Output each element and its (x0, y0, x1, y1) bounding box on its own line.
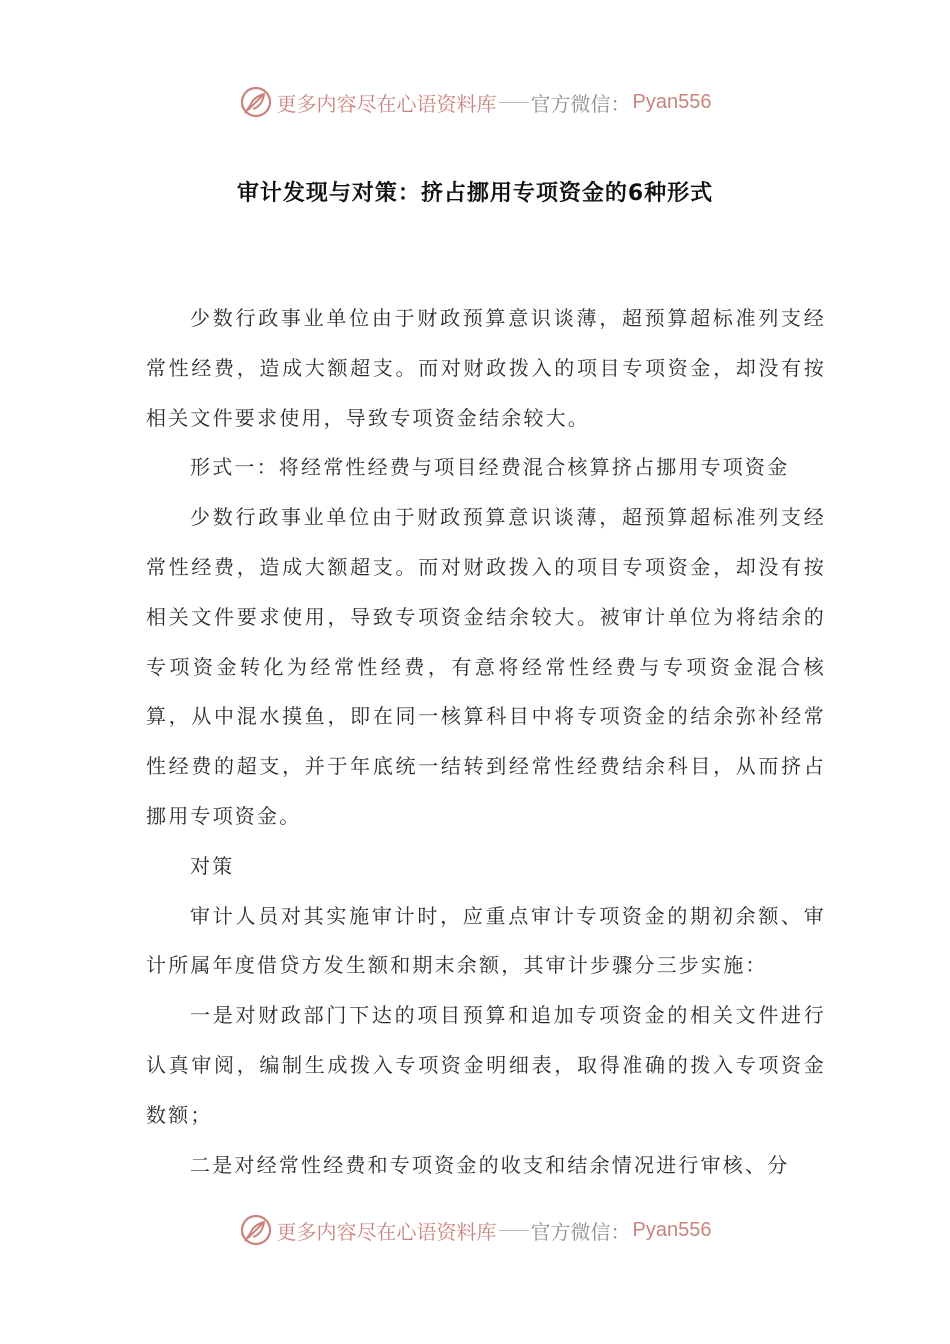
watermark-brand: 更多内容尽在心语资料库 (276, 91, 497, 116)
section-heading: 对策 (190, 853, 235, 878)
watermark-contact-id: Pyan556 (632, 90, 712, 113)
watermark-dash (499, 102, 529, 103)
watermark-contact-id: Pyan556 (632, 1218, 712, 1241)
section-heading: 形式一：将经常性经费与项目经费混合核算挤占挪用专项资金 (190, 455, 790, 480)
paragraph: 一是对财政部门下达的项目预算和追加专项资金的相关文件进行认真审阅，编制生成拨入专项资金明细表，取得准确的拨入专项资金数额； (146, 1003, 826, 1127)
footer-watermark (0, 1210, 950, 1250)
watermark-contact-label: 官方微信： (530, 1219, 631, 1244)
quill-pen-circle-icon (239, 1213, 273, 1247)
header-watermark (0, 82, 950, 122)
watermark-dash (499, 1230, 529, 1231)
paragraph: 少数行政事业单位由于财政预算意识谈薄，超预算超标准列支经常性经费，造成大额超支。而对财政拨入的项目专项资金，却没有按相关文件要求使用，导致专项资金结余较大。被审计单位为将结余的专项资金转化为经常性经费，有意将经常性经费与专项资金混合核算，从中混水摸鱼，即在同一核算科目中将专项资金的结余弥补经常性经费的超支，并于年底统一结转到经常性经费结余科目，从而挤占挪用专项资金。 (146, 505, 826, 828)
paragraph: 二是对经常性经费和专项资金的收支和结余情况进行审核、分 (190, 1152, 790, 1177)
watermark-brand: 更多内容尽在心语资料库 (276, 1219, 497, 1244)
watermark-contact-label: 官方微信： (530, 91, 631, 116)
paragraph: 少数行政事业单位由于财政预算意识谈薄，超预算超标准列支经常性经费，造成大额超支。而对财政拨入的项目专项资金，却没有按相关文件要求使用，导致专项资金结余较大。 (146, 306, 826, 430)
document-body (146, 294, 826, 1190)
document-title: 审计发现与对策：挤占挪用专项资金的6种形式 (236, 181, 714, 206)
paragraph: 审计人员对其实施审计时，应重点审计专项资金的期初余额、审计所属年度借贷方发生额和期末余额，其审计步骤分三步实施： (146, 903, 826, 978)
quill-pen-circle-icon (239, 85, 273, 119)
